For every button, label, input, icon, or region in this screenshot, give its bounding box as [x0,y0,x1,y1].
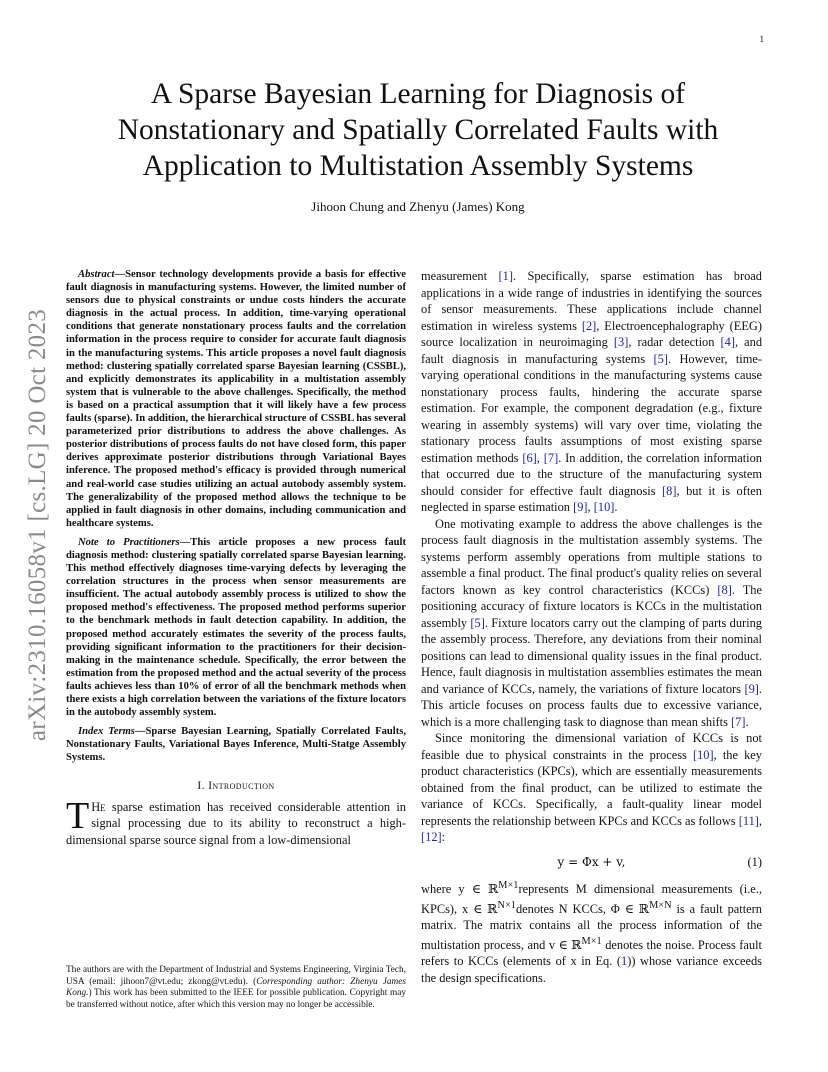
text: . This article focuses on process faults due to excessive variance, which is a more challenging task to diagnose than mean shifts [421,681,762,729]
text: . Specifically, sparse estimation has broad applications in a wide range of industries in identifying the sources of sensor measurements. These applications include channel estimation in wireless systems [421,269,762,333]
equation-number: (1) [747,854,762,869]
text: , the key product characteristics (KPCs), which are essentially measurements obtained from the final product, can be utilized to estimate the variance of KCCs. Specifically, a fault-quality linear model represents the relationship between KPCs and KCCs as follows [421,747,762,828]
intro-paragraph-2 [421,516,762,731]
citation-link[interactable]: [11] [738,813,759,828]
text: where y ∈ ℝ [421,882,499,897]
text: , radar detection [628,335,721,349]
paper-title: A Sparse Bayesian Learning for Diagnosis of Nonstationary and Spatially Correlated Faults with Application to Multistation Assembly Systems [117,78,719,182]
text: . [614,500,618,514]
practitioners-text: —This article proposes a new process fault diagnosis method: clustering spatially correlated sparse Bayesian learning. This method effectively diagnoses time-varying defects by leveraging the correlation structures in the process when sensor measurements are insufficient. The actual autobody assembly process is utilized to show the proposed method's effectiveness. The proposed method performs superior to the benchmark methods in fault detection capability. In addition, the proposed method accurately estimates the severity of the process faults, providing significant information to the practitioners for their decision-making in the maintenance schedule. Specifically, the error between the estimation from the proposed method and the actual severity of the process faults achieves less than 10% of error of all the benchmark methods when there exists a high correlation between the variations of the fixture locators in the autobody assembly system. [66,536,406,719]
text: is a fault pattern matrix. The matrix contains all the process information of the multistation process, and v ∈ ℝ [421,901,763,952]
text: . In addition, the correlation information that occurred due to the structure of the manufacturing system should consider for effective fault diagnosis [421,450,762,498]
text: . Fixture locators carry out the clamping of parts during the assembly process. Therefore, any deviations from their nominal positions can lead to dimensional quality issues in the final product. Hence, fault diagnosis in multistation assemblies estimates the mean and variance of KCCs, namely, the variations of fixture locators [421,615,762,696]
index-terms [66,725,406,764]
index-terms-text: —Sparse Bayesian Learning, Spatially Correlated Faults, Nonstationary Faults, Variational Bayes Inference, Multi-Statge Assembly Systems. [66,726,406,764]
text: . The positioning accuracy of fixture locators is KCCs in the multistation assembly [421,582,762,630]
text: Since monitoring the dimensional variation of KCCs is not feasible due to physical constraints in the process [421,731,762,762]
text: )) whose variance exceeds the design specifications. [421,954,762,985]
citation-link[interactable]: [7] [543,450,559,465]
citation-link[interactable]: [2] [581,318,597,333]
citation-link[interactable]: [9] [744,681,759,696]
text: , Electroencephalography (EEG) source localization in neuroimaging [421,318,762,349]
abstract-text: —Sensor technology developments provide a basis for effective fault diagnosis in manufacturing systems. However, the limited number of sensors due to physical constraints or undue costs hinders the accurate diagnosis in the actual process. In addition, time-varying operational conditions that generate nonstationary process faults and the correlation information in the process require to consider for accurate fault diagnosis in the manufacturing systems. This article proposes a novel fault diagnosis method: clustering spatially correlated sparse Bayesian learning (CSSBL), and explicitly demonstrates its applicability in a multistation assembly system that is vulnerable to the above challenges. Specifically, the method is based on a practical assumption that it will likely have a few process faults (sparse). In addition, the hierarchical structure of CSSBL has several parameterized prior distributions to address the above challenges. As posterior distributions of process faults do not have closed form, this paper derives approximate posterior distributions through Variational Bayes inference. The proposed method's efficacy is provided through numerical and real-world case studies utilizing an actual autobody assembly system. The generalizability of the proposed method allows the technique to be applied in fault diagnosis in other domains, including communication and healthcare systems. [66,269,406,529]
citation-link[interactable]: [9] [573,500,588,514]
citation-link[interactable]: [5] [470,615,485,630]
text: , [536,450,544,465]
text: , and fault diagnosis in manufacturing systems [421,335,763,366]
text: , but it is often neglected in sparse estimation [421,483,762,514]
text: : [441,830,446,844]
text: measurement [421,269,499,283]
citation-link[interactable]: [7] [731,714,746,729]
practitioners-label: Note to Practitioners [78,536,180,548]
superscript: N×1 [497,899,516,911]
citation-link[interactable]: [6] [522,450,537,465]
abstract-label: Abstract [78,269,115,280]
citation-link[interactable]: [12] [421,830,442,844]
section-title: Introduction [208,780,275,793]
page-number: 1 [759,34,764,44]
equation-body: y = Φx + v, [557,854,626,869]
footnote-corresponding: Corresponding author: Zhenyu James Kong. [66,976,406,999]
left-column [66,268,406,848]
text: . [745,714,749,729]
text: denotes N KCCs, Φ ∈ ℝ [515,901,650,916]
citation-link[interactable]: [8] [717,582,732,597]
citation-link[interactable]: [10] [593,500,615,514]
note-to-practitioners [66,536,406,719]
arxiv-id: arXiv:2310.16058v1 [cs.LG] 20 Oct 2023 [24,308,52,742]
citation-link[interactable]: [4] [720,335,735,349]
text: , [758,813,762,828]
intro-first-caps: He [91,799,106,814]
paper-authors: Jihoon Chung and Zhenyu (James) Kong [311,199,525,214]
footnote-text-a: The authors are with the Department of Industrial and Systems Engineering, Virginia Tech, USA (email: jihoon7@vt.edu; zkong@vt.edu). ( [66,965,406,987]
section-heading [66,778,406,795]
section-number: I. [197,780,205,793]
intro-paragraph-start [66,794,406,849]
text: represents M dimensional measurements (i.e., KPCs), x ∈ ℝ [421,882,762,916]
intro-paragraph-3 [421,730,762,846]
dropcap: T [66,794,90,837]
superscript: M×N [649,899,672,911]
text: One motivating example to address the above challenges is the process fault diagnosis in the multistation assembly systems. The systems perform assembly operations from multiple stations to assemble a final product. The final product's quality relies on several factors known as key control characteristics (KCCs) [421,516,762,597]
citation-link[interactable]: [8] [662,483,677,498]
footnote-text-b: ) This work has been submitted to the IEEE for possible publication. Copyright may be transferred without notice, after which this version may no longer be accessible. [66,988,406,1011]
arxiv-stamp [20,290,56,760]
intro-paragraph-1-cont [421,268,762,516]
equation-1 [421,854,762,871]
text: denotes the noise. Process fault refers to KCCs (elements of x in Eq. ( [421,937,762,969]
abstract [66,268,406,530]
footnote [66,965,406,1012]
intro-paragraph-4 [421,878,762,986]
citation-link[interactable]: [3] [613,335,629,349]
superscript: M×1 [581,935,602,947]
citation-link[interactable]: [10] [692,747,714,762]
text: , [587,500,594,514]
index-terms-label: Index Terms [78,726,135,738]
intro-left-text: sparse estimation has received considerable attention in signal processing due to its ability to reconstruct a high-dimensional sparse source signal from a low-dimensional [66,799,406,847]
superscript: M×1 [498,880,519,891]
citation-link[interactable]: [5] [653,351,668,366]
citation-link[interactable]: [1] [498,269,513,283]
equation-ref-link[interactable]: 1 [621,954,628,969]
text: . However, time-varying operational conditions in the manufacturing systems cause nonstationary process faults, hindering the accurate sparse estimation. For example, the component degradation (e.g., fixture wearing in assembly systems) will vary over time, violating the stationary process faults assumptions of most existing sparse estimation methods [421,351,762,465]
right-column [421,268,762,986]
